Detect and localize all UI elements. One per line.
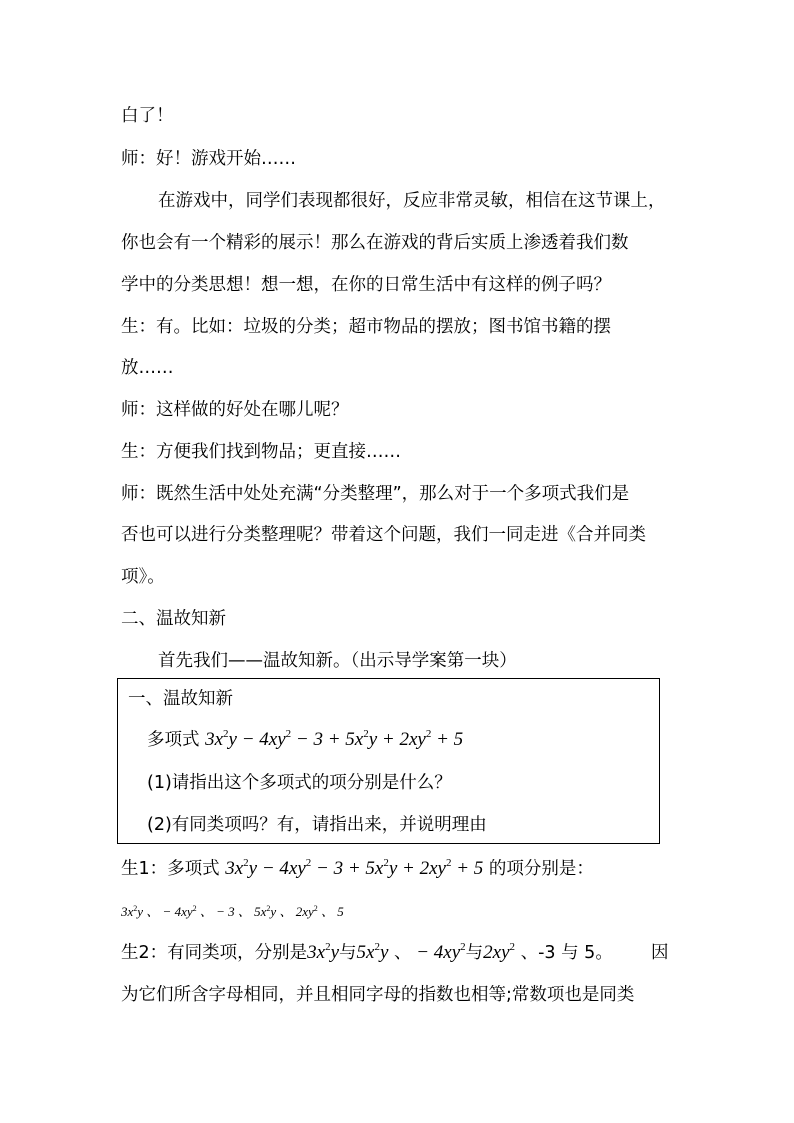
text-line: 项》。 [121,567,165,587]
answer-1-suffix: 的项分别是： [488,859,594,879]
question-2: (2)有同类项吗？有，请指出来，并说明理由 [147,815,487,835]
text-line: 在游戏中，同学们表现都很好，反应非常灵敏，相信在这节课上， [158,191,666,211]
text-line: 生：方便我们找到物品；更直接…… [121,442,401,462]
answer-2-sep2: 、 [520,943,539,963]
poly-label: 多项式 [147,730,200,750]
term-3x2y: $3x^2y$ [307,941,340,963]
polynomial-expression: $3x^2y - 4xy^2 - 3 + 5x^2y + 2xy^2 + 5$ [205,728,464,750]
answer-1 [121,857,594,881]
answer-1-prefix: 生1：多项式 [121,859,220,879]
term-neg-4xy2: − $4xy^2$ [411,941,466,963]
text-line: 否也可以进行分类整理呢？带着这个问题，我们一同走进《合并同类 [121,525,646,545]
answer-2-yu1: 与 [339,943,357,963]
text-line: 白了！ [121,106,174,126]
answer-2-prefix: 生2：有同类项，分别是 [121,943,308,963]
answer-2 [121,941,613,965]
text-line: 放…… [121,358,174,378]
text-line: 师：既然生活中处处充满“分类整理”，那么对于一个多项式我们是 [121,484,630,504]
section-heading: 二、温故知新 [121,609,226,629]
text-line: 生：有。比如：垃圾的分类；超市物品的摆放；图书馆书籍的摆 [121,317,611,337]
box-title: 一、温故知新 [128,689,233,709]
answer-2-tail: -3 与 5。 [538,943,613,963]
question-1: (1)请指出这个多项式的项分别是什么？ [147,773,452,793]
text-line: 你也会有一个精彩的展示！那么在游戏的背后实质上渗透着我们数 [121,233,629,253]
terms-expression: $3x^2y$ 、 − $4xy^2$ 、 − 3 、 $5x^2y$ 、 $2xy^2$ 、 5 [121,904,344,919]
answer-2-yin: 因 [651,943,669,963]
term-2xy2: $2xy^2$ [483,941,516,963]
text-line: 首先我们——温故知新。（出示导学案第一块） [158,651,517,671]
text-line: 师：好！游戏开始…… [121,149,296,169]
polynomial-line [147,728,463,752]
text-line: 学中的分类思想！想一想，在你的日常生活中有这样的例子吗？ [121,275,611,295]
answer-1-polynomial: $3x^2y - 4xy^2 - 3 + 5x^2y + 2xy^2 + 5$ [225,857,484,879]
terms-list [121,899,344,924]
term-5x2y: $5x^2y$ [356,941,389,963]
answer-2-yu2: 与 [465,943,484,963]
text-line: 师：这样做的好处在哪儿呢？ [121,400,349,420]
text-line: 为它们所含字母相同，并且相同字母的指数也相等;常数项也是同类 [121,985,635,1005]
answer-2-sep1: 、 [393,943,412,963]
worksheet-box [117,678,660,844]
